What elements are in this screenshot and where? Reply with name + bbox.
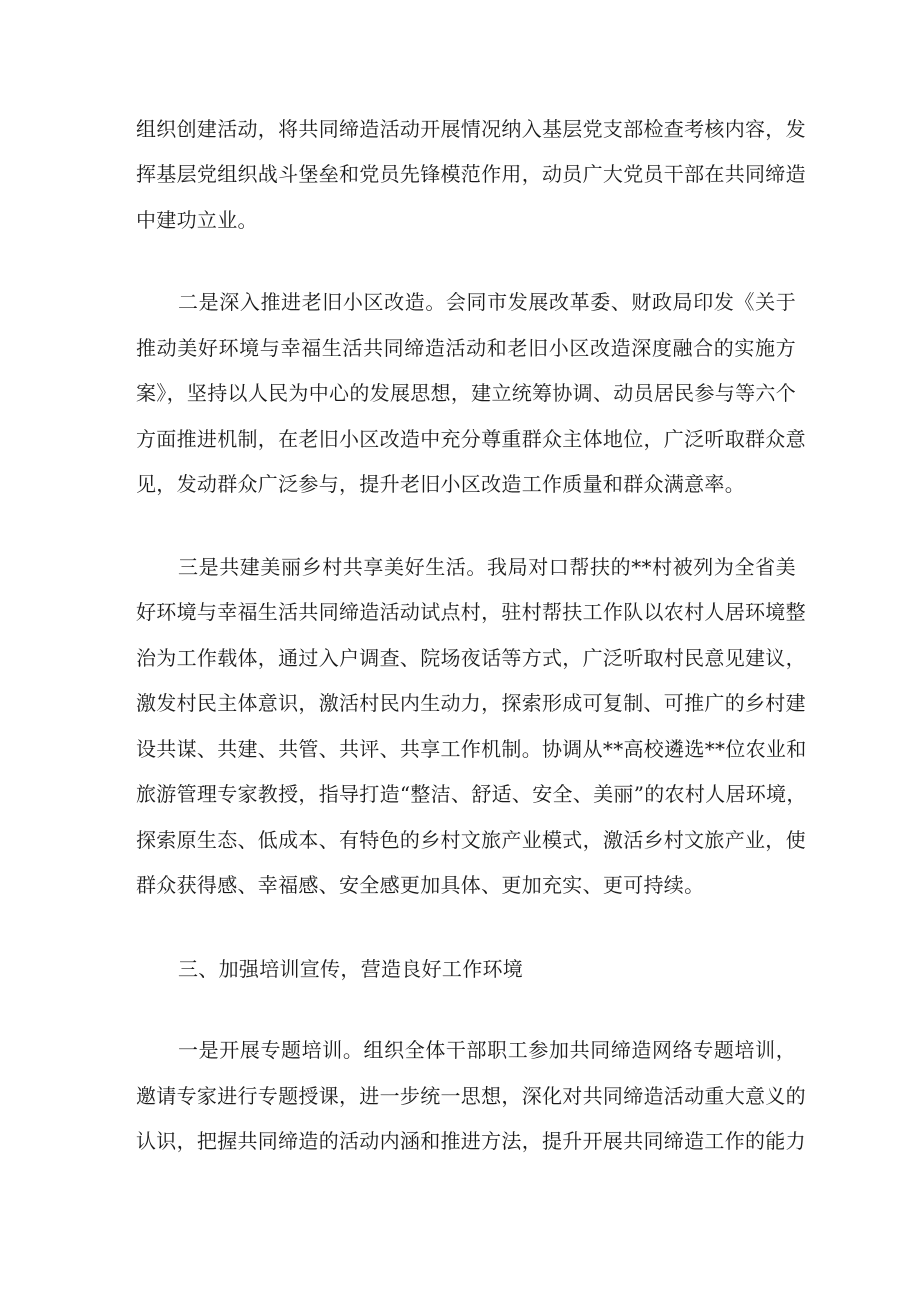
paragraph-1-line-1: 组织创建活动，将共同缔造活动开展情况纳入基层党支部检查考核内容，发 xyxy=(136,117,806,141)
paragraph-3-line-6: 旅游管理专家教授，指导打造“整洁、舒适、安全、美丽”的农村人居环境， xyxy=(136,782,807,806)
paragraph-4-line-1: 一是开展专题培训。组织全体干部职工参加共同缔造网络专题培训， xyxy=(178,1038,796,1062)
paragraph-1-line-3: 中建功立业。 xyxy=(136,208,258,232)
paragraph-2-line-4: 方面推进机制，在老旧小区改造中充分尊重群众主体地位，广泛听取群众意 xyxy=(136,427,806,451)
paragraph-3-line-5: 设共谋、共建、共管、共评、共享工作机制。协调从**高校遴选**位农业和 xyxy=(136,737,807,761)
paragraph-3-line-1: 三是共建美丽乡村共享美好生活。我局对口帮扶的**村被列为全省美 xyxy=(178,555,796,579)
paragraph-4-line-2: 邀请专家进行专题授课，进一步统一思想，深化对共同缔造活动重大意义的 xyxy=(136,1084,806,1108)
paragraph-4-line-3: 认识，把握共同缔造的活动内涵和推进方法，提升开展共同缔造工作的能力 xyxy=(136,1129,806,1153)
paragraph-3-line-4: 激发村民主体意识，激活村民内生动力，探索形成可复制、可推广的乡村建 xyxy=(136,691,806,715)
paragraph-3-line-3: 治为工作载体，通过入户调查、院场夜话等方式，广泛听取村民意见建议， xyxy=(136,646,806,670)
paragraph-2-line-3: 案》，坚持以人民为中心的发展思想，建立统筹协调、动员居民参与等六个 xyxy=(136,381,796,405)
paragraph-1-line-2: 挥基层党组织战斗堡垒和党员先锋模范作用，动员广大党员干部在共同缔造 xyxy=(136,162,806,186)
paragraph-3-line-7: 探索原生态、低成本、有特色的乡村文旅产业模式，激活乡村文旅产业，使 xyxy=(136,828,806,852)
section-heading: 三、加强培训宣传，营造良好工作环境 xyxy=(178,957,524,981)
paragraph-3-line-8: 群众获得感、幸福感、安全感更加具体、更加充实、更可持续。 xyxy=(136,873,705,897)
paragraph-2-line-5: 见，发动群众广泛参与，提升老旧小区改造工作质量和群众满意率。 xyxy=(136,472,745,496)
paragraph-2-line-2: 推动美好环境与幸福生活共同缔造活动和老旧小区改造深度融合的实施方 xyxy=(136,336,796,360)
paragraph-2-line-1: 二是深入推进老旧小区改造。会同市发展改革委、财政局印发《关于 xyxy=(178,290,796,314)
paragraph-3-line-2: 好环境与幸福生活共同缔造活动试点村，驻村帮扶工作队以农村人居环境整 xyxy=(136,600,806,624)
